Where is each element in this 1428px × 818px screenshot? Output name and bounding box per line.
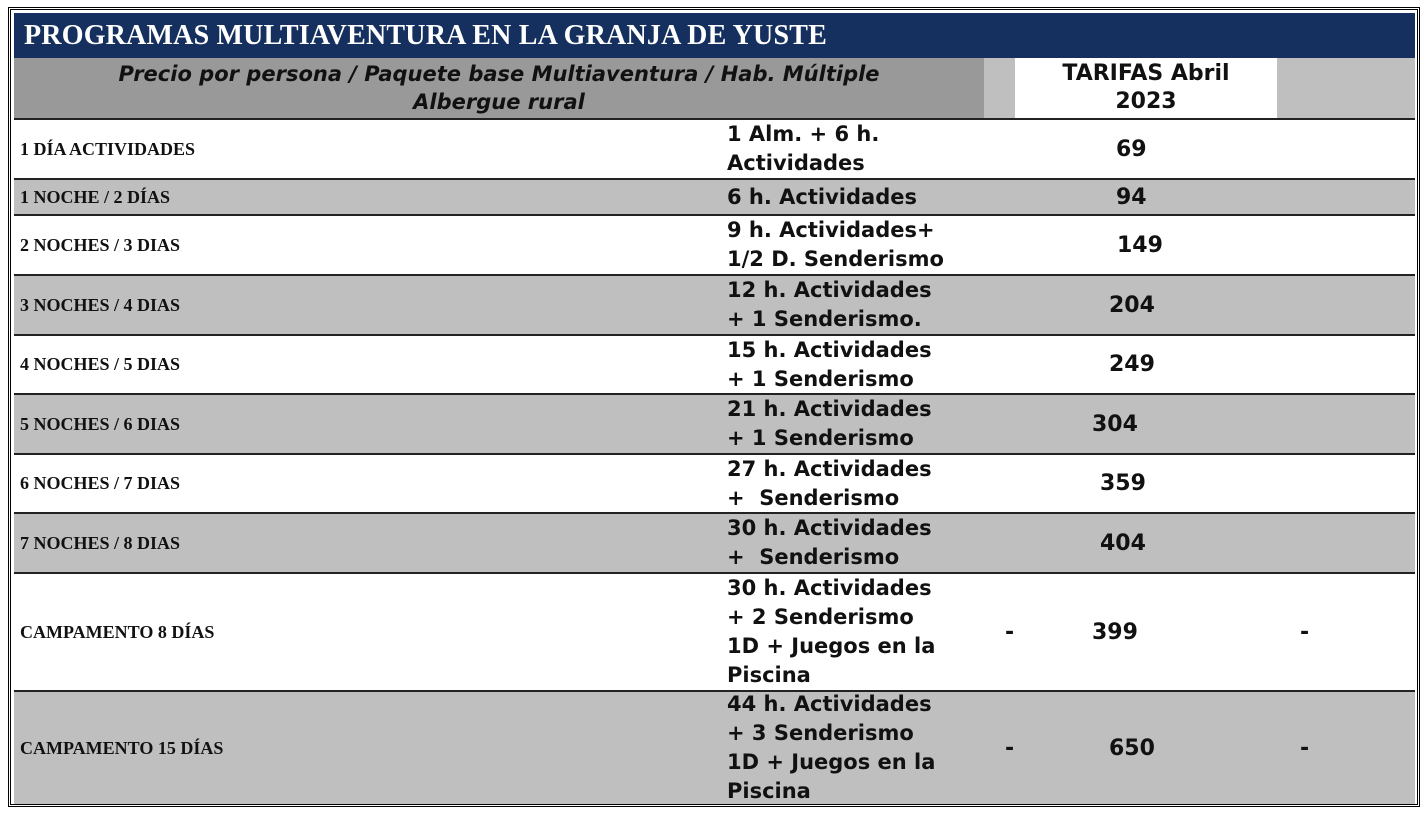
table-row <box>14 178 1415 214</box>
program-activities: 21 h. Actividades + 1 Senderismo <box>727 397 932 450</box>
table-header <box>14 58 1415 118</box>
program-price: 94 <box>1116 184 1147 210</box>
program-price: 69 <box>1116 136 1147 162</box>
header-tarifas <box>1015 58 1277 118</box>
table-row <box>14 512 1415 572</box>
program-price: 304 <box>1092 411 1138 437</box>
table-row <box>14 274 1415 334</box>
program-name: 7 NOCHES / 8 DIAS <box>20 532 181 553</box>
program-name: 3 NOCHES / 4 DIAS <box>20 294 181 315</box>
table-row <box>14 453 1415 512</box>
dash-right: - <box>1300 735 1310 761</box>
program-price: 650 <box>1109 735 1155 761</box>
program-activities: 30 h. Actividades + 2 Senderismo 1D + Juegos en la Piscina <box>727 576 936 687</box>
table-row <box>14 334 1415 393</box>
program-name: 1 DÍA ACTIVIDADES <box>20 138 196 159</box>
dash-right: - <box>1300 619 1310 645</box>
program-activities: 30 h. Actividades + Senderismo <box>727 516 932 569</box>
program-name: CAMPAMENTO 8 DÍAS <box>20 621 215 642</box>
table-row <box>14 393 1415 453</box>
program-activities: 15 h. Actividades + 1 Senderismo <box>727 337 932 391</box>
program-name: 1 NOCHE / 2 DÍAS <box>20 186 171 207</box>
program-activities: 9 h. Actividades+ 1/2 D. Senderismo <box>727 218 944 271</box>
header-description <box>14 58 984 118</box>
header-description-line1: Precio por persona / Paquete base Multiaventura / Hab. Múltiple <box>118 62 880 86</box>
program-price: 149 <box>1117 232 1163 258</box>
header-description-line2: Albergue rural <box>413 90 585 114</box>
table-title: PROGRAMAS MULTIAVENTURA EN LA GRANJA DE YUSTE <box>14 13 1415 58</box>
program-name: 4 NOCHES / 5 DIAS <box>20 354 181 374</box>
header-tarifas-line2: 2023 <box>1115 89 1177 114</box>
program-price: 404 <box>1100 530 1146 556</box>
program-activities: 27 h. Actividades + Senderismo <box>727 456 932 510</box>
tariff-table <box>8 7 1420 807</box>
program-name: 6 NOCHES / 7 DIAS <box>20 473 181 493</box>
dash-mid: - <box>1005 735 1015 761</box>
program-name: 2 NOCHES / 3 DIAS <box>20 234 181 255</box>
program-price: 249 <box>1109 352 1155 377</box>
table-row <box>14 572 1415 690</box>
program-activities: 1 Alm. + 6 h. Actividades <box>727 122 880 175</box>
program-price: 359 <box>1100 471 1146 496</box>
program-activities: 6 h. Actividades <box>727 184 917 209</box>
program-price: 399 <box>1092 619 1138 645</box>
table-row <box>14 214 1415 274</box>
dash-mid: - <box>1005 619 1015 645</box>
program-name: CAMPAMENTO 15 DÍAS <box>20 737 224 758</box>
program-name: 5 NOCHES / 6 DIAS <box>20 413 181 434</box>
program-price: 204 <box>1109 292 1155 318</box>
table-row <box>14 118 1415 178</box>
program-activities: 44 h. Actividades + 3 Senderismo 1D + Juegos en la Piscina <box>727 692 936 803</box>
header-tarifas-line1: TARIFAS Abril <box>1062 61 1230 86</box>
program-activities: 12 h. Actividades + 1 Senderismo. <box>727 278 932 331</box>
table-row <box>14 690 1415 804</box>
